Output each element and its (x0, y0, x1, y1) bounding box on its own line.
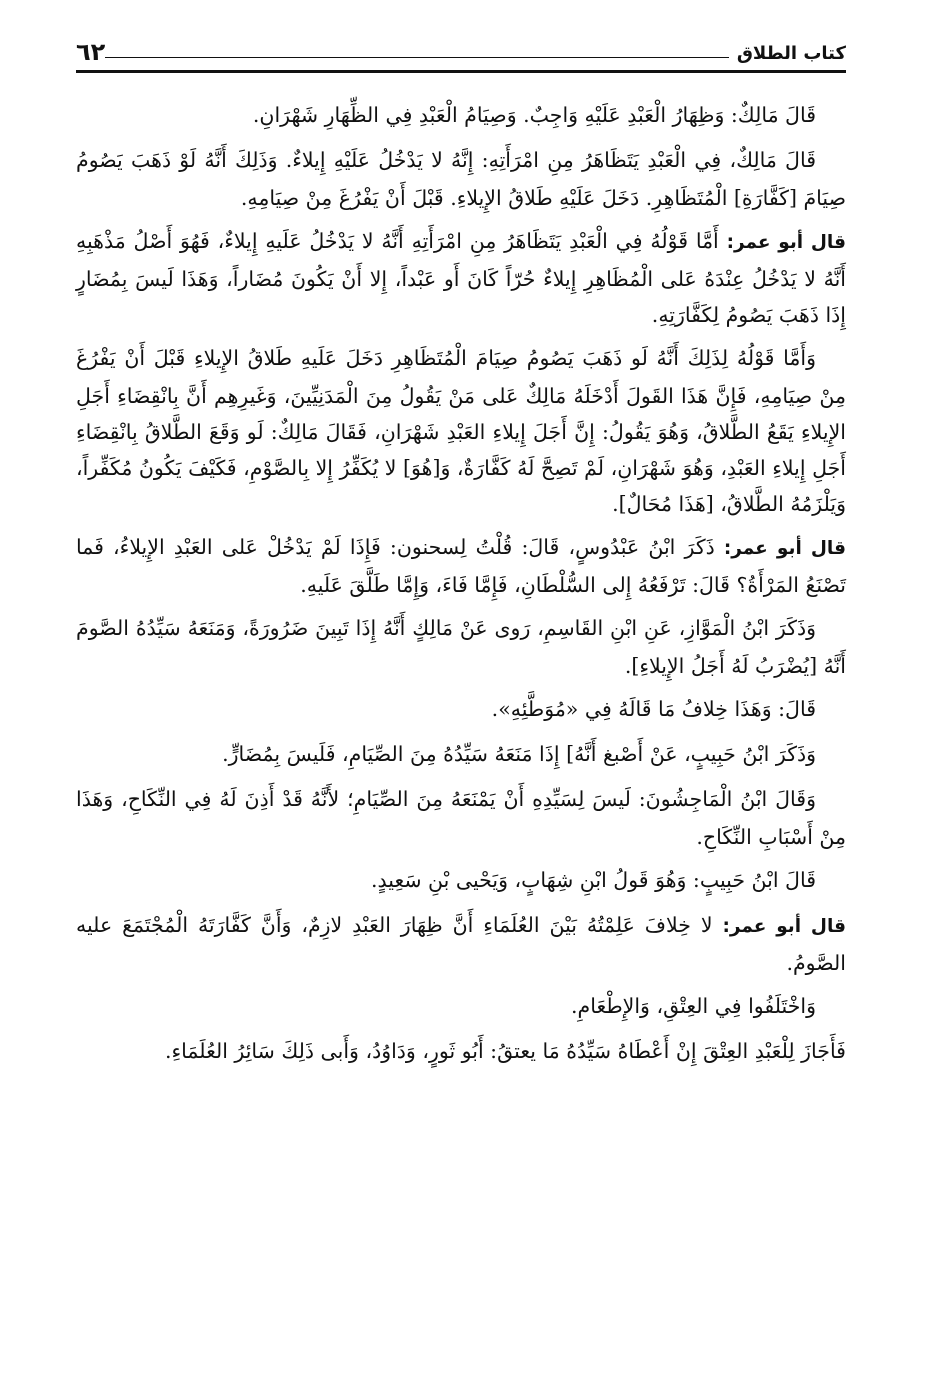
speaker-label: قال أبو عمر: (726, 232, 846, 253)
paragraph (76, 988, 846, 1026)
book-title: كتاب الطلاق (736, 43, 846, 64)
body-text (76, 97, 846, 1071)
paragraph (76, 610, 846, 684)
page-number: ٦٢ (76, 38, 106, 66)
paragraph (76, 907, 846, 981)
paragraph-text: وَأَمَّا قَوْلُهُ لِذَلِكَ أَنَّهُ لَو ذَهَبَ يَصُومُ صِيَامَ الْمُتَظَاهِرِ دَخَلَ عَلَيهِ طَلاقُ الإِيلاءِ قَبْلَ أَنْ يَفْرُغَ مِنْ صِيَامِهِ، فَإِنَّ هَذَا القَولَ أَدْخَلَهُ مَالِكٌ عَلى مَنْ يَقُولُ مِنَ الْمَدَنِيِّينَ، وَغَيرِهِم أَنَّ بِانْقِضَاءِ أَجَلِ الإِيلاءِ يَقَعُ الطَّلاقُ، وَهُوَ يَقُولُ: إِنَّ أَجَلَ إِيلاءِ العَبْدِ شَهْرَانِ، فَقَالَ مَالِكٌ: لَو وَقَعَ الطَّلاقُ بِانْقِضَاءِ أَجَلِ إِيلاءِ العَبْدِ، وَهُوَ شَهْرَانِ، لَمْ تَصِحَّ لَهُ كَفَّارَةٌ، وَ[هُوَ] لا يُكَفِّرُ إِلا بِالصَّوْمِ، فَكَيْفَ يَكُونُ مُكَفِّراً، وَيَلْزَمُهُ الطَّلاقُ، [هَذَا مُحَالٌ]. (76, 346, 846, 516)
paragraph (76, 781, 846, 855)
paragraph (76, 1033, 846, 1071)
paragraph-text: ذَكَرَ ابْنُ عَبْدُوسٍ، قَالَ: قُلْتُ لِسحنون: فَإِذَا لَمْ يَدْخُلْ عَلى العَبْدِ الإِيلاءُ، فَما تَصْنَعُ المَرْأَةُ؟ قَالَ: تَرْفَعُهُ إِلى السُّلْطَانِ، فَإِمَّا فَاءَ، وَإِمَّا طَلَّقَ عَلَيهِ. (76, 535, 846, 597)
paragraph (76, 223, 846, 333)
paragraph (76, 862, 846, 900)
paragraph-text: فَأَجَازَ لِلْعَبْدِ العِتْقَ إِنْ أَعْطَاهُ سَيِّدُهُ مَا يعتقُ: أَبُو ثَورٍ، وَدَاوُدُ، وَأَبى ذَلِكَ سَائِرُ العُلَمَاءِ. (165, 1039, 846, 1063)
paragraph (76, 691, 846, 729)
paragraph-text: وَذَكَرَ ابْنُ حَبِيبٍ، عَنْ أَصْبغ أَنَّهُ] إِذَا مَنَعَهُ سَيِّدُهُ مِنَ الصِّيَامِ، فَلَيسَ بِمُضَارٍّ. (222, 742, 816, 766)
paragraph-text: قَالَ: وَهَذَا خِلافُ مَا قَالَهُ فِي «مُوَطَّئِهِ». (491, 697, 816, 721)
paragraph (76, 142, 846, 216)
speaker-label: قال أبو عمر: (722, 916, 847, 937)
paragraph (76, 97, 846, 135)
paragraph (76, 340, 846, 522)
book-page (76, 28, 846, 1078)
paragraph-text: لا خِلافَ عَلِمْتُهُ بَيْنَ العُلَمَاءِ أَنَّ ظِهَارَ العَبْدِ لازِمٌ، وَأَنَّ كَفَّارَتَهُ الْمُجْتَمَعَ عليه الصَّومُ. (76, 913, 846, 975)
running-head (76, 28, 846, 73)
paragraph-text: قَالَ مَالِكٌ، فِي الْعَبْدِ يَتَظَاهَرُ مِنِ امْرَأَتِهِ: إِنَّهُ لا يَدْخُلُ عَلَيْهِ إِيلاءٌ. وَذَلِكَ أَنَّهُ لَوْ ذَهَبَ يَصُومُ صِيَامَ [كَفَّارَةِ] الْمُتَظَاهِرِ. دَخَلَ عَلَيْهِ طَلاقُ الإِيلاءِ. قَبْلَ أَنْ يَفْرُغَ مِنْ صِيَامِهِ. (76, 148, 846, 210)
paragraph-text: وَذَكَرَ ابْنُ الْمَوَّازِ، عَنِ ابْنِ القَاسِمِ، رَوى عَنْ مَالِكٍ أَنَّهُ إِذَا تَبِينَ ضَرُورَةً، وَمَنَعَهُ سَيِّدُهُ الصَّومَ أَنَّهُ [يُضْرَبُ لَهُ أَجَلُ الإِيلاءِ]. (76, 616, 846, 678)
paragraph-text: قَالَ ابْنُ حَبِيبٍ: وَهُوَ قَولُ ابْنِ شِهَابٍ، وَيَحْيى بْنِ سَعِيدٍ. (370, 868, 816, 892)
speaker-label: قال أبو عمر: (723, 538, 846, 559)
paragraph (76, 736, 846, 774)
paragraph-text: قَالَ مَالِكٌ: وَظِهَارُ الْعَبْدِ عَلَيْهِ وَاجِبٌ. وَصِيَامُ الْعَبْدِ فِي الظِّهَارِ شَهْرَانِ. (252, 103, 816, 127)
paragraph-text: وَقَالَ ابْنُ الْمَاجِشُونَ: لَيسَ لِسَيِّدِهِ أَنْ يَمْنَعَهُ مِنَ الصِّيَامِ؛ لأَنَّهُ قَدْ أَذِنَ لَهُ فِي النِّكَاحِ، وَهَذَا مِنْ أَسْبَابِ النِّكَاحِ. (76, 787, 846, 849)
running-head-left (76, 38, 737, 66)
header-rule (105, 57, 729, 58)
paragraph-text: أَمَّا قَوْلُهُ فِي الْعَبْدِ يَتَظَاهَرُ مِنِ امْرَأَتِهِ أَنَّهُ لا يَدْخُلُ عَلَيهِ إِيلاءٌ، فَهُوَ أَصْلُ مَذْهَبِهِ أَنَّهُ لا يَدْخُلُ عِنْدَهُ عَلى الْمُظَاهِرِ إِيلاءٌ حُرّاً كَانَ أَو عَبْداً، إِلا أَنْ يَكُونَ مُضَاراً، وَهَذَا لَيسَ بِمُضَارٍ إِذَا ذَهَبَ يَصُومُ لِكَفَّارَتِهِ. (76, 229, 846, 327)
paragraph (76, 529, 846, 603)
paragraph-text: وَاخْتَلَفُوا فِي العِتْقِ، وَالإِطْعَامِ. (570, 994, 816, 1018)
